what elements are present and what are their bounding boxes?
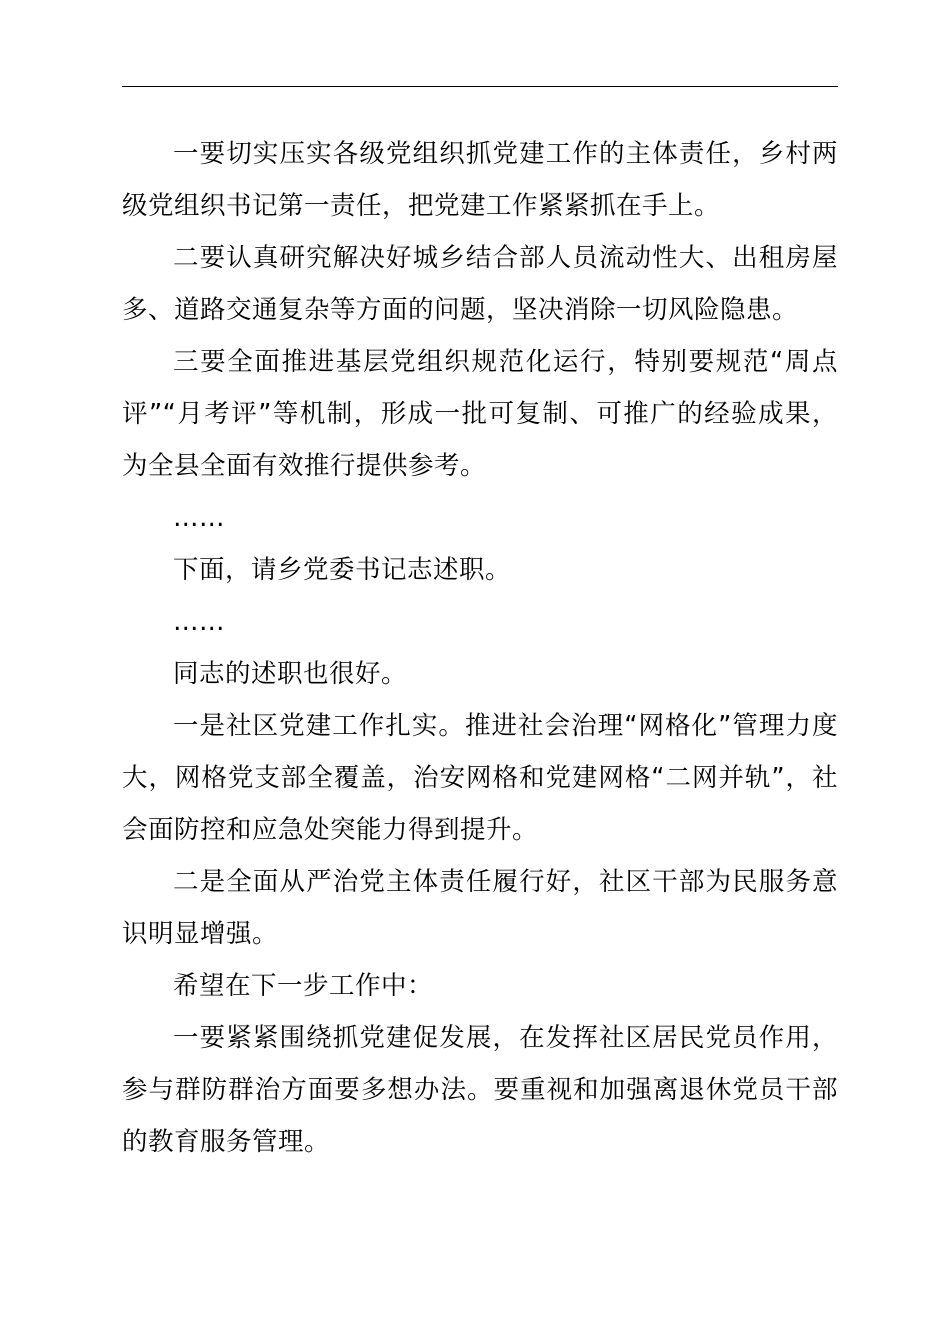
paragraph: 希望在下一步工作中： [173,971,434,1001]
paragraph: 一是社区党建工作扎实。推进社会治理“网格化”管理力度大，网格党支部全覆盖，治安网格和党建网格“二网并轨”，社会面防控和应急处突能力得到提升。 [122,711,838,845]
paragraph: 一要切实压实各级党组织抓党建工作的主体责任，乡村两级党组织书记第一责任，把党建工作紧紧抓在手上。 [122,139,838,221]
paragraph: 二要认真研究解决好城乡结合部人员流动性大、出租房屋多、道路交通复杂等方面的问题，坚决消除一切风险隐患。 [122,243,838,325]
paragraph: 一要紧紧围绕抓党建促发展，在发挥社区居民党员作用，参与群防群治方面要多想办法。要重视和加强离退休党员干部的教育服务管理。 [122,1023,838,1157]
header-rule [122,86,838,87]
paragraph: 同志的述职也很好。 [173,659,408,689]
paragraph: 二是全面从严治党主体责任履行好，社区干部为民服务意识明显增强。 [122,867,838,949]
document-body [122,128,838,1168]
ellipsis-paragraph: …… [173,503,225,533]
paragraph: 下面，请乡党委书记志述职。 [173,555,512,585]
paragraph: 三要全面推进基层党组织规范化运行，特别要规范“周点评”“月考评”等机制，形成一批可复制、可推广的经验成果，为全县全面有效推行提供参考。 [122,347,838,481]
ellipsis-paragraph: …… [173,607,225,637]
